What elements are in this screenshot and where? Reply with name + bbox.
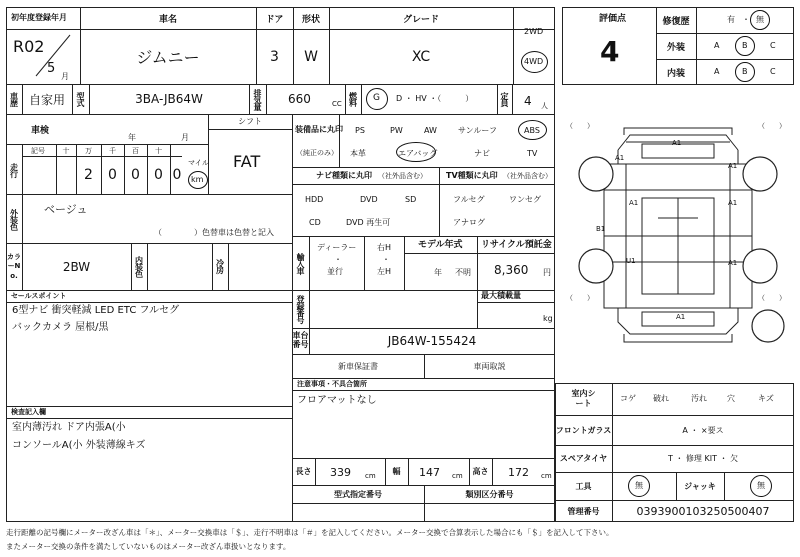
fuel-label: 燃料 — [348, 92, 358, 106]
mgmt-label: 管理番号 — [567, 506, 600, 516]
inspector-note-2: コンソールA(小 外装薄線キズ — [12, 440, 146, 451]
usage-label: 車歴 — [9, 92, 19, 106]
equip-sunroof: サンルーフ — [458, 126, 497, 135]
usage-value: 自家用 — [28, 92, 65, 107]
int-grade-a: A — [714, 67, 720, 76]
digit-label-2: 万 — [85, 147, 92, 155]
tv-label: TV種類に丸印 — [446, 171, 498, 180]
cc-unit: CC — [332, 100, 342, 108]
km-unit: km — [191, 175, 204, 184]
model-year-label: モデル年式 — [418, 240, 463, 250]
manual-label: 車両取説 — [473, 361, 506, 371]
paren-tr: （ ） — [758, 122, 786, 130]
exterior-color-label: 外装色 — [9, 208, 19, 230]
mileage-digit-4: 0 — [154, 167, 163, 183]
model-value: 3BA-JB64W — [135, 92, 203, 106]
mark-6: A1 — [728, 259, 738, 267]
grade-value: XC — [411, 48, 431, 65]
digit-label-5: 十 — [155, 147, 162, 155]
paren-tl: （ ） — [566, 122, 594, 130]
seat-item-1: コゲ — [620, 394, 636, 403]
width-unit: cm — [452, 472, 463, 480]
model-year-value: 不明 — [455, 268, 471, 277]
first-reg-label: 初年度登録年月 — [11, 13, 67, 22]
navi-dvd: DVD — [360, 195, 378, 204]
color-change-note: （ ）色替車は色替と記入 — [154, 228, 274, 237]
repair-yes: 有 — [727, 15, 735, 24]
footer-line-2: またメーター交換の条件を満たしていないものはメーター改ざん車扱いとなります。 — [6, 542, 291, 551]
seat-item-5: キズ — [758, 394, 774, 403]
recycle-label: リサイクル預託金 — [481, 240, 552, 250]
tv-oneseg: ワンセグ — [509, 195, 541, 204]
mark-7: A1 — [676, 313, 686, 321]
capacity-unit: 人 — [541, 102, 548, 110]
mileage-digit-3: 0 — [131, 167, 140, 183]
tools-label: 工具 — [575, 481, 592, 491]
int-grade-b: B — [742, 67, 748, 76]
notes-label: 注意事項・不具合箇所 — [297, 380, 367, 388]
navi-label: ナビ種類に丸印 — [316, 171, 372, 180]
recycle-unit: 円 — [543, 268, 551, 277]
model-label: 型式 — [76, 92, 85, 106]
inspection-month-unit: 月 — [181, 133, 189, 142]
mile-unit: マイル — [188, 159, 209, 167]
inspector-note-1: 室内薄汚れ ドア内張A(小 — [12, 422, 126, 433]
mark-4: A1 — [629, 199, 639, 207]
mileage-digit-1: 2 — [84, 167, 93, 183]
ext-grade-b: B — [742, 41, 748, 50]
equip-leather: 本革 — [350, 149, 366, 158]
import-dot: ・ — [334, 255, 342, 264]
equip-airbag: エアバッグ — [398, 149, 438, 158]
height-label: 高さ — [472, 467, 489, 476]
jack-value: 無 — [757, 481, 765, 490]
import-label: 輸入車 — [296, 252, 305, 274]
month-unit: 月 — [61, 72, 69, 81]
mark-8: B1 — [596, 225, 606, 233]
warranty-label: 新車保証書 — [338, 361, 378, 371]
shift-label: シフト — [238, 117, 262, 126]
mark-3: A1 — [728, 162, 738, 170]
import-parallel: 並行 — [327, 267, 343, 276]
jack-label: ジャッキ — [684, 481, 716, 491]
equip-sub-label: （純正のみ） — [296, 149, 338, 157]
equip-navi: ナビ — [474, 149, 490, 158]
ac-label: 冷房 — [215, 259, 225, 273]
equip-abs: ABS — [524, 126, 540, 135]
equip-pw: PW — [390, 126, 403, 135]
length-label: 長さ — [295, 467, 312, 476]
length-value: 339 — [330, 466, 351, 479]
seat-item-2: 破れ — [653, 394, 669, 403]
ext-grade-a: A — [714, 41, 720, 50]
car-name-label: 車名 — [158, 14, 177, 25]
door-value: 3 — [270, 48, 279, 65]
color-no-label: カラーNo. — [7, 253, 21, 280]
navi-dvd-play: DVD 再生可 — [346, 218, 391, 227]
grade-label: グレード — [402, 14, 439, 25]
tv-analog: アナログ — [453, 218, 485, 227]
mark-2: A1 — [615, 154, 625, 162]
paren-br: （ ） — [758, 294, 786, 302]
kg-unit: kg — [543, 314, 553, 323]
mileage-symbol-label: 記号 — [31, 147, 45, 155]
chassis-label: 車台番号 — [292, 331, 309, 349]
spare-items: T ・ 修理 KIT ・ 欠 — [667, 454, 739, 463]
car-diagram — [562, 90, 794, 380]
equip-ps: PS — [355, 126, 365, 135]
navi-hdd: HDD — [305, 195, 324, 204]
interior-color-label: 内装色 — [134, 255, 144, 277]
windshield-items: A ・ ×要ス — [682, 425, 724, 435]
seat-item-4: 穴 — [727, 394, 735, 403]
mileage-digit-5: 0 — [172, 167, 182, 183]
import-dealer: ディーラー — [317, 243, 357, 252]
max-load-label: 最大積載量 — [481, 291, 521, 300]
repair-dot: ・ — [742, 15, 750, 24]
mileage-digit-2: 0 — [108, 167, 117, 183]
inspection-year-unit: 年 — [128, 133, 136, 142]
width-label: 幅 — [392, 467, 401, 476]
score-label: 評価点 — [599, 14, 627, 24]
shape-label: 形状 — [301, 14, 320, 25]
ext-grade-c: C — [770, 41, 776, 50]
footer-line-1: 走行距離の記号欄にメーター改ざん車は「＊」、メーター交換車は「＄」、走行不明車は「＃」を記入してください。メーター交換で合算表示した場合にも「＄」を記入して下さい。 — [6, 528, 614, 537]
mark-1: A1 — [672, 139, 682, 147]
inspection-label: 車検 — [31, 126, 50, 136]
handle-dot: ・ — [382, 255, 390, 264]
int-grade-c: C — [770, 67, 776, 76]
displacement-value: 660 — [288, 92, 311, 106]
inspector-label: 検査記入欄 — [11, 408, 46, 416]
reg-no-label: 登録番号 — [296, 295, 305, 323]
spare-label: スペアタイヤ — [559, 454, 608, 463]
tv-sub: （社外品含む） — [503, 172, 552, 180]
car-outline-icon — [562, 90, 794, 380]
mark-9: U1 — [626, 257, 636, 265]
shape-value: W — [304, 48, 318, 65]
displacement-label: 排気量 — [253, 88, 262, 110]
equip-aw: AW — [424, 126, 437, 135]
car-name: ジムニー — [136, 48, 200, 67]
handle-right: 右H — [377, 243, 392, 252]
paren-bl: （ ） — [566, 294, 594, 302]
first-reg-month: 5 — [47, 61, 56, 76]
width-value: 147 — [419, 466, 440, 479]
digit-label-3: 千 — [109, 147, 116, 155]
drive-4wd: 4WD — [524, 57, 544, 66]
windshield-label: フロントガラス — [555, 425, 612, 435]
exterior-color: ベージュ — [44, 203, 88, 216]
sales-point-1: 6型ナビ 衝突軽減 LED ETC フルセグ — [12, 305, 180, 316]
digit-label-4: 百 — [132, 147, 139, 155]
equip-tv: TV — [527, 149, 538, 158]
capacity-label: 定員 — [500, 92, 509, 106]
height-unit: cm — [541, 472, 552, 480]
shift-value: FAT — [233, 152, 261, 171]
type-no-label: 型式指定番号 — [334, 489, 382, 499]
handle-left: 左H — [377, 267, 392, 276]
height-value: 172 — [508, 466, 529, 479]
mark-5: A1 — [728, 199, 738, 207]
class-no-label: 類別区分番号 — [465, 489, 514, 499]
tools-value: 無 — [635, 481, 643, 490]
navi-sd: SD — [405, 195, 417, 204]
digit-label-1: 十 — [62, 147, 70, 155]
equip-label: 装備品に丸印 — [295, 125, 343, 134]
score-value: 4 — [600, 35, 620, 68]
color-no: 2BW — [62, 259, 91, 274]
sales-points-label: セールスポイント — [11, 292, 67, 300]
capacity-value: 4 — [524, 94, 532, 108]
recycle-value: 8,360 — [494, 263, 529, 277]
seat-label: 室内シート — [571, 388, 596, 408]
fuel-g: G — [373, 93, 380, 103]
repair-label: 修復歴 — [662, 16, 690, 27]
fuel-rest: D ・ HV ・（ ） — [396, 94, 474, 103]
repair-no: 無 — [756, 15, 764, 24]
door-label: ドア — [265, 14, 284, 25]
mileage-label: 走行 — [9, 163, 19, 177]
navi-sub: （社外品含む） — [378, 172, 427, 180]
notes-value: フロアマットなし — [297, 395, 377, 406]
chassis-value: JB64W-155424 — [387, 334, 477, 348]
exterior-label: 外装 — [666, 42, 685, 53]
seat-item-3: 汚れ — [691, 394, 707, 403]
interior-label: 内装 — [666, 68, 685, 79]
sales-point-2: バックカメラ 屋根/黒 — [12, 322, 109, 333]
model-year-unit: 年 — [434, 268, 442, 277]
mgmt-no: 0393900103250500407 — [636, 504, 770, 518]
first-reg-year: R02 — [13, 37, 45, 56]
drive-2wd: 2WD — [524, 27, 544, 36]
tv-fullseg: フルセグ — [453, 195, 485, 204]
length-unit: cm — [365, 472, 376, 480]
navi-cd: CD — [309, 218, 321, 227]
